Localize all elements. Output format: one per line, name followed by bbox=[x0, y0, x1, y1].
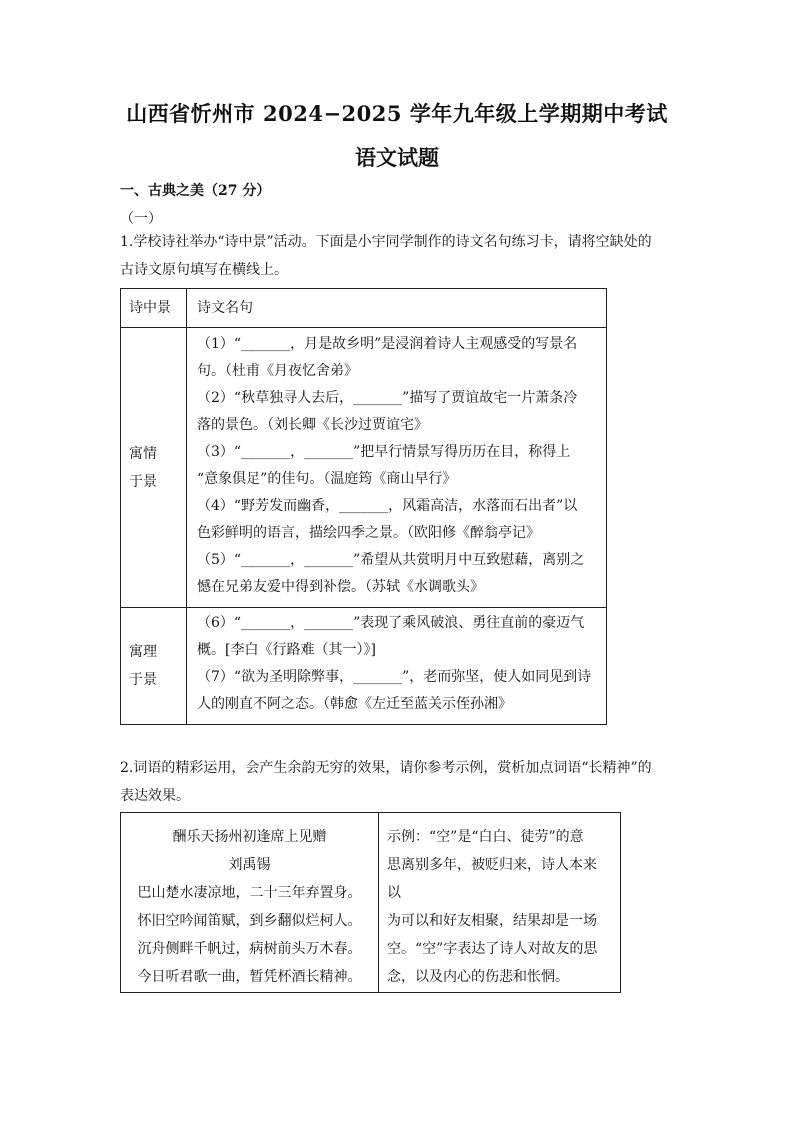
category-cell bbox=[121, 328, 187, 608]
poem-cell bbox=[121, 813, 379, 993]
fill-blank-line: 色彩鲜明的语言，描绘四季之景。（欧阳修《醉翁亭记》 bbox=[197, 525, 540, 541]
table-row bbox=[121, 328, 607, 608]
header-cell-scene: 诗中景 bbox=[121, 289, 187, 328]
question-1-line-1: 1.学校诗社举办“诗中景”活动。下面是小宇同学制作的诗文名句练习卡，请将空缺处的 bbox=[120, 234, 652, 250]
page-title: 山西省忻州市 2024−2025 学年九年级上学期期中考试 bbox=[126, 101, 668, 126]
fill-blank-line: （2）“秋草独寻人去后，_______”描写了贾谊故宅一片萧条冷 bbox=[197, 390, 578, 406]
fill-blank-line: （6）“_______，_______”表现了乘风破浪、勇往直前的豪迈气 bbox=[197, 615, 585, 631]
example-line: 为可以和好友相聚，结果却是一场 bbox=[387, 913, 597, 929]
header-cell-lines: 诗文名句 bbox=[187, 289, 607, 328]
question-1-line-2: 古诗文原句填写在横线上。 bbox=[120, 262, 288, 278]
question-2-line-1: 2.词语的精彩运用，会产生余韵无穷的效果，请你参考示例，赏析加点词语“长精神”的 bbox=[120, 760, 652, 776]
category-cell bbox=[121, 608, 187, 725]
section-heading: 一、古典之美（27 分） bbox=[120, 183, 271, 199]
category-label: 于景 bbox=[129, 672, 157, 688]
poem-line: 沉舟侧畔千帆过，病树前头万木春。 bbox=[137, 941, 362, 957]
table-row bbox=[121, 813, 621, 993]
question-2-prompt bbox=[120, 754, 680, 810]
category-label: 寓情 bbox=[129, 445, 157, 462]
fill-blank-line: 落的景色。（刘长卿《长沙过贾谊宅》 bbox=[197, 417, 428, 433]
subsection-heading: （一） bbox=[120, 211, 162, 227]
fill-blank-line: （3）“_______，_______”把早行情景写得历历在目，称得上 bbox=[197, 444, 571, 460]
example-line: 念，以及内心的伤悲和怅惘。 bbox=[387, 969, 569, 985]
table-row bbox=[121, 608, 607, 725]
lines-cell bbox=[187, 608, 607, 725]
poem-appreciation-table bbox=[120, 812, 621, 993]
example-line: 空。“空”字表达了诗人对故友的思 bbox=[387, 941, 598, 957]
category-label: 寓理 bbox=[129, 644, 157, 660]
example-line: 思离别多年，被贬归来，诗人本来以 bbox=[387, 857, 597, 901]
category-label: 于景 bbox=[129, 473, 157, 490]
fill-blank-line: （5）“_______，_______”希望从共赏明月中互致慰藉，离别之 bbox=[197, 552, 585, 568]
fill-blank-line: 憾在兄弟友爱中得到补偿。（苏轼《水调歌头》 bbox=[197, 579, 484, 595]
poem-title: 酬乐天扬州初逢席上见赠 bbox=[172, 829, 327, 845]
fill-blank-line: “意象俱足”的佳句。（温庭筠《商山早行》 bbox=[197, 471, 457, 487]
table-header-row bbox=[121, 289, 607, 328]
fill-blank-line: （7）“欲为圣明除弊事，_______”，老而弥坚，使人如同见到诗 bbox=[197, 669, 592, 685]
poem-line: 巴山楚水凄凉地，二十三年弃置身。 bbox=[137, 885, 362, 901]
fill-blank-line: 概。[李白《行路难（其一）》] bbox=[197, 642, 376, 658]
fill-blank-line: 句。（杜甫《月夜忆舍弟》 bbox=[197, 363, 358, 379]
question-1-prompt bbox=[120, 228, 680, 284]
fill-blank-line: 人的刚直不阿之态。（韩愈《左迁至蓝关示侄孙湘》 bbox=[197, 696, 512, 712]
lines-cell bbox=[187, 328, 607, 608]
fill-blank-line: （4）“野芳发而幽香，_______，风霜高洁，水落而石出者”以 bbox=[197, 498, 578, 514]
poem-line: 怀旧空吟闻笛赋，到乡翻似烂柯人。 bbox=[137, 913, 362, 929]
poetry-practice-table bbox=[120, 288, 607, 725]
page-subtitle: 语文试题 bbox=[355, 145, 439, 170]
question-2-line-2: 表达效果。 bbox=[120, 788, 190, 804]
poem-line: 今日听君歌一曲，暂凭杯酒长精神。 bbox=[137, 969, 362, 985]
example-line: 示例：“空”是“白白、徒劳”的意 bbox=[387, 829, 584, 845]
poem-author: 刘禹锡 bbox=[228, 857, 271, 873]
fill-blank-line: （1）“_______，月是故乡明”是浸润着诗人主观感受的写景名 bbox=[197, 336, 578, 352]
example-cell bbox=[379, 813, 621, 993]
